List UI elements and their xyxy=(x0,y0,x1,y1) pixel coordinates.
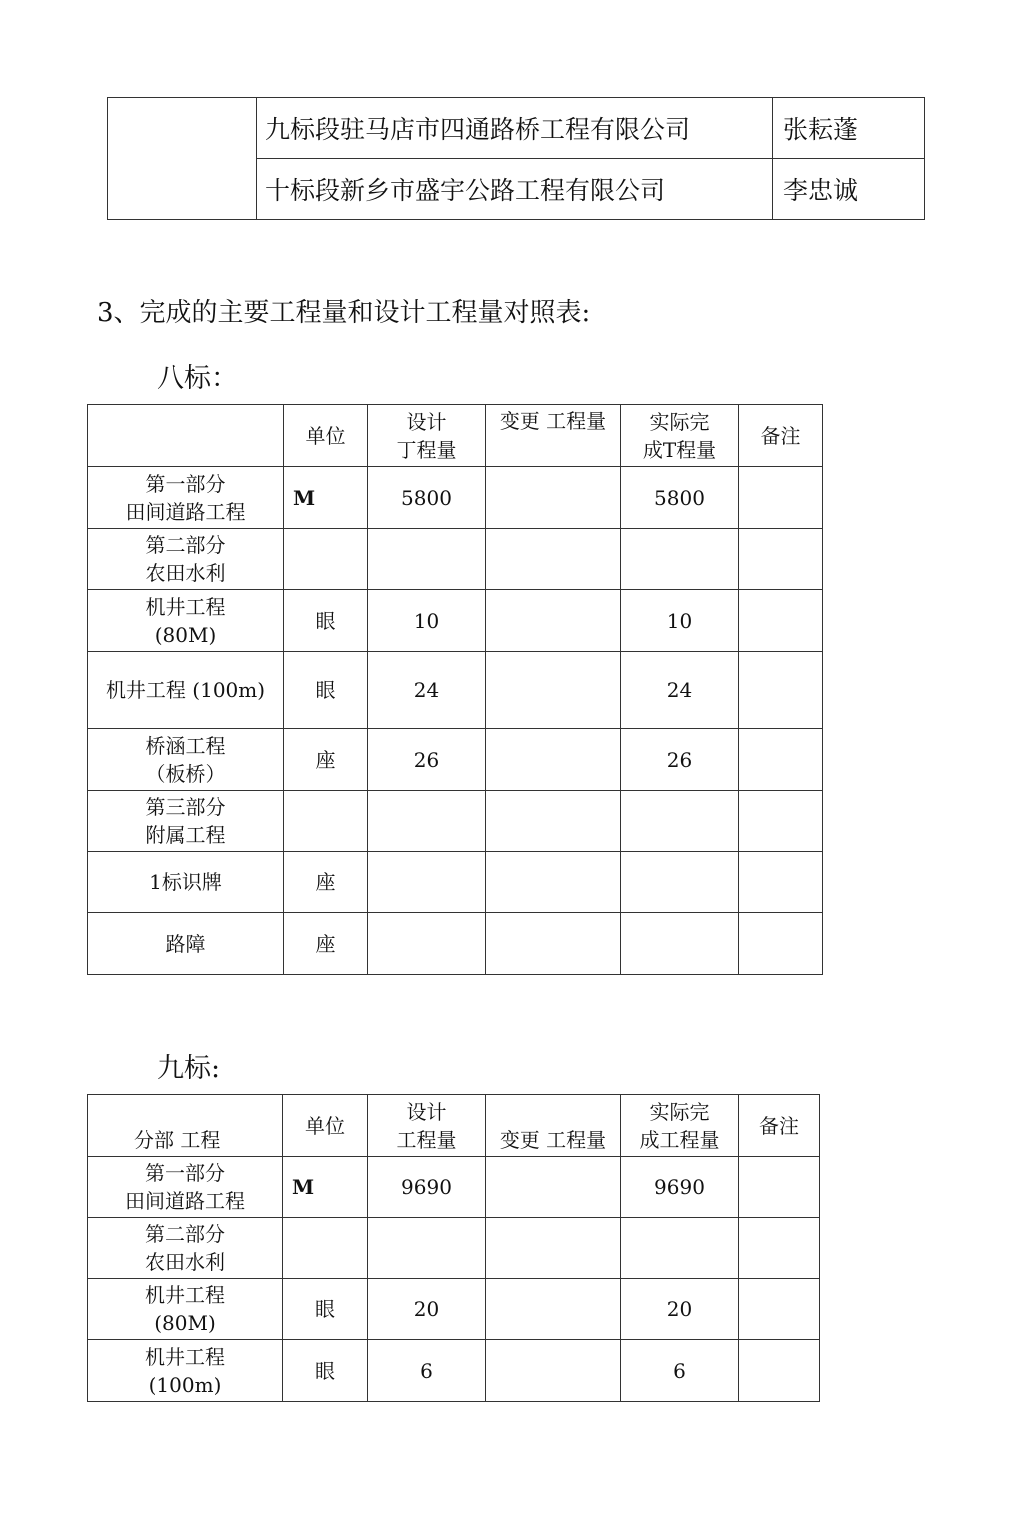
cell-item-line: 第二部分 xyxy=(145,533,226,557)
table-row xyxy=(88,590,823,652)
header-item xyxy=(88,405,284,467)
table-row xyxy=(88,1279,820,1340)
section-heading: 3、完成的主要工程量和设计工程量对照表: xyxy=(97,298,591,328)
cell-item xyxy=(88,1279,283,1340)
cell-note xyxy=(739,529,823,590)
cell-design xyxy=(368,529,486,590)
lot8-quantity-table xyxy=(87,404,823,975)
cell-unit: 眼 xyxy=(283,1279,368,1340)
header-design-line: 丁程量 xyxy=(396,437,457,462)
cell-note xyxy=(739,1218,820,1279)
cell-item-line: 机井工程 xyxy=(145,594,226,619)
lot8-rows xyxy=(88,467,823,975)
cell-item-line: 农田水利 xyxy=(145,1250,225,1274)
lot9-rows xyxy=(88,1157,820,1402)
lot8-label: 八标： xyxy=(157,363,238,394)
cell-design: 6 xyxy=(368,1340,486,1402)
cell-item xyxy=(88,652,284,729)
contractor-table xyxy=(107,97,925,220)
header-change: 变更 工程量 xyxy=(486,1095,621,1157)
contractor-merged-cell xyxy=(108,98,257,220)
cell-unit xyxy=(284,791,368,852)
cell-unit: 眼 xyxy=(284,590,368,652)
cell-item xyxy=(88,852,284,913)
cell-change xyxy=(486,1218,621,1279)
cell-design xyxy=(368,852,486,913)
cell-actual xyxy=(621,913,739,975)
cell-design: 5800 xyxy=(368,467,486,529)
cell-note xyxy=(739,1157,820,1218)
header-actual-line: 成工程量 xyxy=(639,1127,720,1152)
cell-item-line: 1标识牌 xyxy=(149,870,222,894)
lot9-quantity-table xyxy=(87,1094,820,1402)
table-row xyxy=(88,913,823,975)
header-item: 分部 工程 xyxy=(88,1095,283,1157)
cell-item-line: (100m) xyxy=(148,1372,222,1397)
cell-unit: M xyxy=(283,1157,368,1218)
cell-actual xyxy=(621,852,739,913)
cell-item-line: 机井工程 xyxy=(145,1344,225,1369)
table-header-row xyxy=(88,1095,820,1157)
table-row xyxy=(88,1218,820,1279)
cell-design: 20 xyxy=(368,1279,486,1340)
header-actual xyxy=(621,405,739,467)
header-design-line: 设计 xyxy=(406,409,447,434)
cell-item-line: 机井工程 (100m) xyxy=(105,678,266,702)
cell-item-line: 第三部分 xyxy=(145,795,226,819)
cell-unit: M xyxy=(284,467,368,529)
header-actual-line: 成T程量 xyxy=(642,437,717,462)
cell-unit xyxy=(283,1218,368,1279)
cell-note xyxy=(739,590,823,652)
cell-unit xyxy=(284,529,368,590)
contractor-person: 张耘蓬 xyxy=(773,98,925,159)
contractor-row xyxy=(108,98,925,159)
cell-item-line: 第一部分 xyxy=(145,1161,225,1185)
cell-change xyxy=(486,1279,621,1340)
cell-item xyxy=(88,791,284,852)
table-row xyxy=(88,729,823,791)
cell-item xyxy=(88,529,284,590)
cell-note xyxy=(739,729,823,791)
cell-unit: 座 xyxy=(284,852,368,913)
cell-note xyxy=(739,652,823,729)
table-row xyxy=(88,467,823,529)
table-row xyxy=(88,1340,820,1402)
cell-item-line: 第二部分 xyxy=(145,1222,225,1246)
contractor-company: 九标段驻马店市四通路桥工程有限公司 xyxy=(257,98,773,159)
cell-item xyxy=(88,913,284,975)
cell-design: 10 xyxy=(368,590,486,652)
cell-change xyxy=(486,652,621,729)
header-design-line: 工程量 xyxy=(396,1127,457,1152)
header-design-line: 设计 xyxy=(406,1099,447,1124)
header-design xyxy=(368,1095,486,1157)
header-change: 变更 工程量 xyxy=(486,405,621,467)
cell-unit: 眼 xyxy=(284,652,368,729)
cell-design xyxy=(368,1218,486,1279)
cell-change xyxy=(486,729,621,791)
contractor-company: 十标段新乡市盛宇公路工程有限公司 xyxy=(257,159,773,220)
cell-item-line: 田间道路工程 xyxy=(125,1189,245,1213)
cell-note xyxy=(739,1279,820,1340)
table-row xyxy=(88,652,823,729)
cell-item-line: 附属工程 xyxy=(145,823,226,847)
cell-unit: 座 xyxy=(284,729,368,791)
cell-item xyxy=(88,1218,283,1279)
cell-item-line: （板桥） xyxy=(145,761,226,786)
cell-actual: 6 xyxy=(621,1340,739,1402)
cell-item-line: 机井工程 xyxy=(145,1283,225,1307)
cell-actual: 5800 xyxy=(621,467,739,529)
contractor-person: 李忠诚 xyxy=(773,159,925,220)
cell-change xyxy=(486,852,621,913)
header-actual-line: 实际完 xyxy=(649,1099,710,1124)
cell-change xyxy=(486,590,621,652)
header-actual xyxy=(621,1095,739,1157)
cell-note xyxy=(739,467,823,529)
cell-unit: 座 xyxy=(284,913,368,975)
cell-item xyxy=(88,1340,283,1402)
table-row xyxy=(88,852,823,913)
cell-item-line: 农田水利 xyxy=(145,561,226,585)
cell-item-line: 桥涵工程 xyxy=(145,733,226,758)
cell-actual: 10 xyxy=(621,590,739,652)
cell-design: 9690 xyxy=(368,1157,486,1218)
cell-item-line: 田间道路工程 xyxy=(125,499,246,524)
cell-note xyxy=(739,791,823,852)
cell-unit: 眼 xyxy=(283,1340,368,1402)
header-actual-line: 实际完 xyxy=(649,409,710,434)
cell-item-line: (80M) xyxy=(154,622,217,647)
cell-item-line: 路障 xyxy=(165,931,206,956)
cell-change xyxy=(486,913,621,975)
header-note: 备注 xyxy=(739,1095,820,1157)
cell-note xyxy=(739,852,823,913)
cell-actual: 20 xyxy=(621,1279,739,1340)
header-unit: 单位 xyxy=(283,1095,368,1157)
cell-actual xyxy=(621,791,739,852)
cell-item xyxy=(88,467,284,529)
cell-change xyxy=(486,1157,621,1218)
cell-actual: 26 xyxy=(621,729,739,791)
table-row xyxy=(88,529,823,590)
cell-item xyxy=(88,590,284,652)
table-header-row xyxy=(88,405,823,467)
header-design xyxy=(368,405,486,467)
cell-actual xyxy=(621,529,739,590)
cell-note xyxy=(739,1340,820,1402)
table-row xyxy=(88,1157,820,1218)
cell-actual: 24 xyxy=(621,652,739,729)
cell-design xyxy=(368,791,486,852)
cell-actual xyxy=(621,1218,739,1279)
cell-change xyxy=(486,467,621,529)
cell-design xyxy=(368,913,486,975)
header-note: 备注 xyxy=(739,405,823,467)
cell-item xyxy=(88,1157,283,1218)
cell-change xyxy=(486,529,621,590)
cell-item-line: 第一部分 xyxy=(145,471,226,496)
cell-change xyxy=(486,791,621,852)
cell-item-line: (80M) xyxy=(154,1311,216,1335)
lot9-label: 九标: xyxy=(157,1053,221,1084)
cell-actual: 9690 xyxy=(621,1157,739,1218)
cell-design: 26 xyxy=(368,729,486,791)
table-row xyxy=(88,791,823,852)
cell-item xyxy=(88,729,284,791)
cell-change xyxy=(486,1340,621,1402)
cell-note xyxy=(739,913,823,975)
cell-design: 24 xyxy=(368,652,486,729)
header-unit: 单位 xyxy=(284,405,368,467)
